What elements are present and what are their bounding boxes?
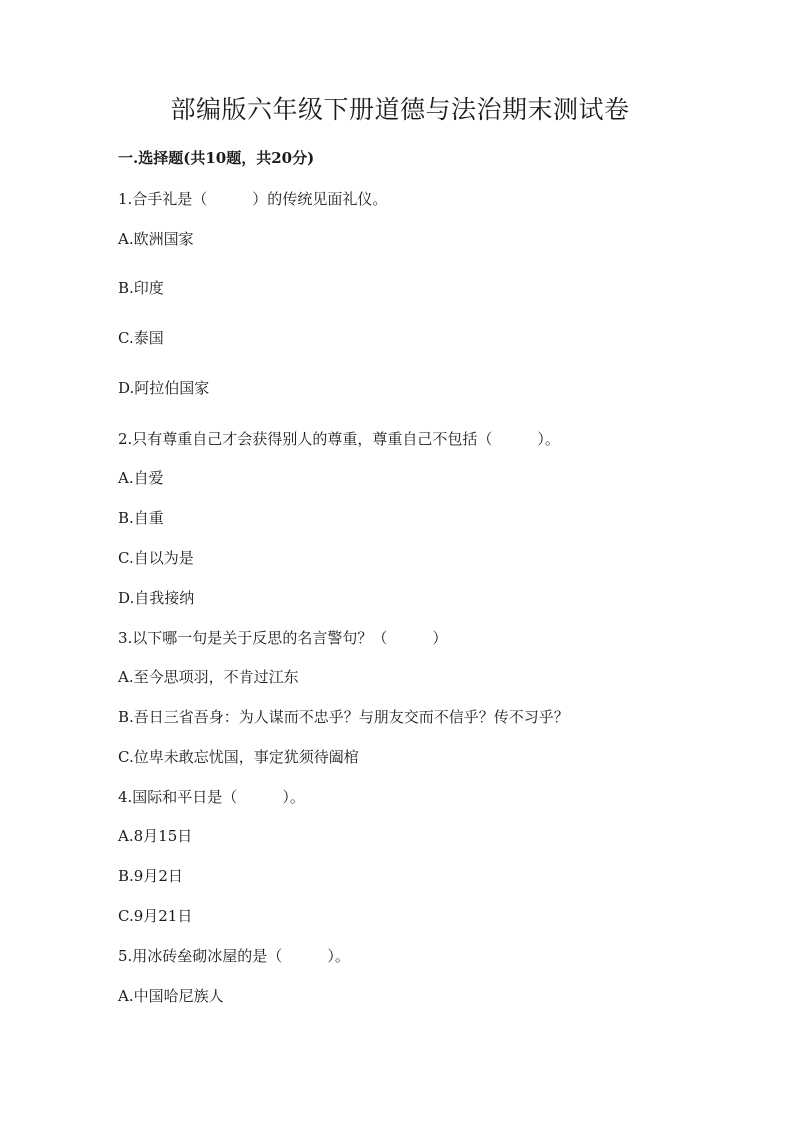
question-1-stem: 1.合手礼是（ ）的传统见面礼仪。 <box>118 190 388 208</box>
question-4-option-c: C.9月21日 <box>118 907 193 925</box>
question-3-option-a: A.至今思项羽，不肯过江东 <box>118 668 299 686</box>
question-1-option-b: B.印度 <box>118 279 164 297</box>
question-1-option-c: C.泰国 <box>118 329 164 347</box>
question-2-stem: 2.只有尊重自己才会获得别人的尊重，尊重自己不包括（ ）。 <box>118 430 560 448</box>
question-4-option-b: B.9月2日 <box>118 867 183 885</box>
question-1-option-d: D.阿拉伯国家 <box>118 379 210 397</box>
question-5-option-a: A.中国哈尼族人 <box>118 987 224 1005</box>
question-2-option-d: D.自我接纳 <box>118 589 195 607</box>
question-2-option-c: C.自以为是 <box>118 549 194 567</box>
question-3-option-c: C.位卑未敢忘忧国，事定犹须待阖棺 <box>118 748 359 766</box>
question-5-stem: 5.用冰砖垒砌冰屋的是（ ）。 <box>118 947 350 965</box>
question-3-stem: 3.以下哪一句是关于反思的名言警句？（ ） <box>118 629 448 647</box>
question-2-option-a: A.自爱 <box>118 469 164 487</box>
question-4-stem: 4.国际和平日是（ ）。 <box>118 788 305 806</box>
question-4-option-a: A.8月15日 <box>118 827 193 845</box>
page-title: 部编版六年级下册道德与法治期末测试卷 <box>170 95 630 124</box>
question-3-option-b: B.吾日三省吾身：为人谋而不忠乎？与朋友交而不信乎？传不习乎？ <box>118 708 569 726</box>
section-heading: 一.选择题(共10题，共20分) <box>118 149 315 167</box>
question-1-option-a: A.欧洲国家 <box>118 230 194 248</box>
question-2-option-b: B.自重 <box>118 509 164 527</box>
